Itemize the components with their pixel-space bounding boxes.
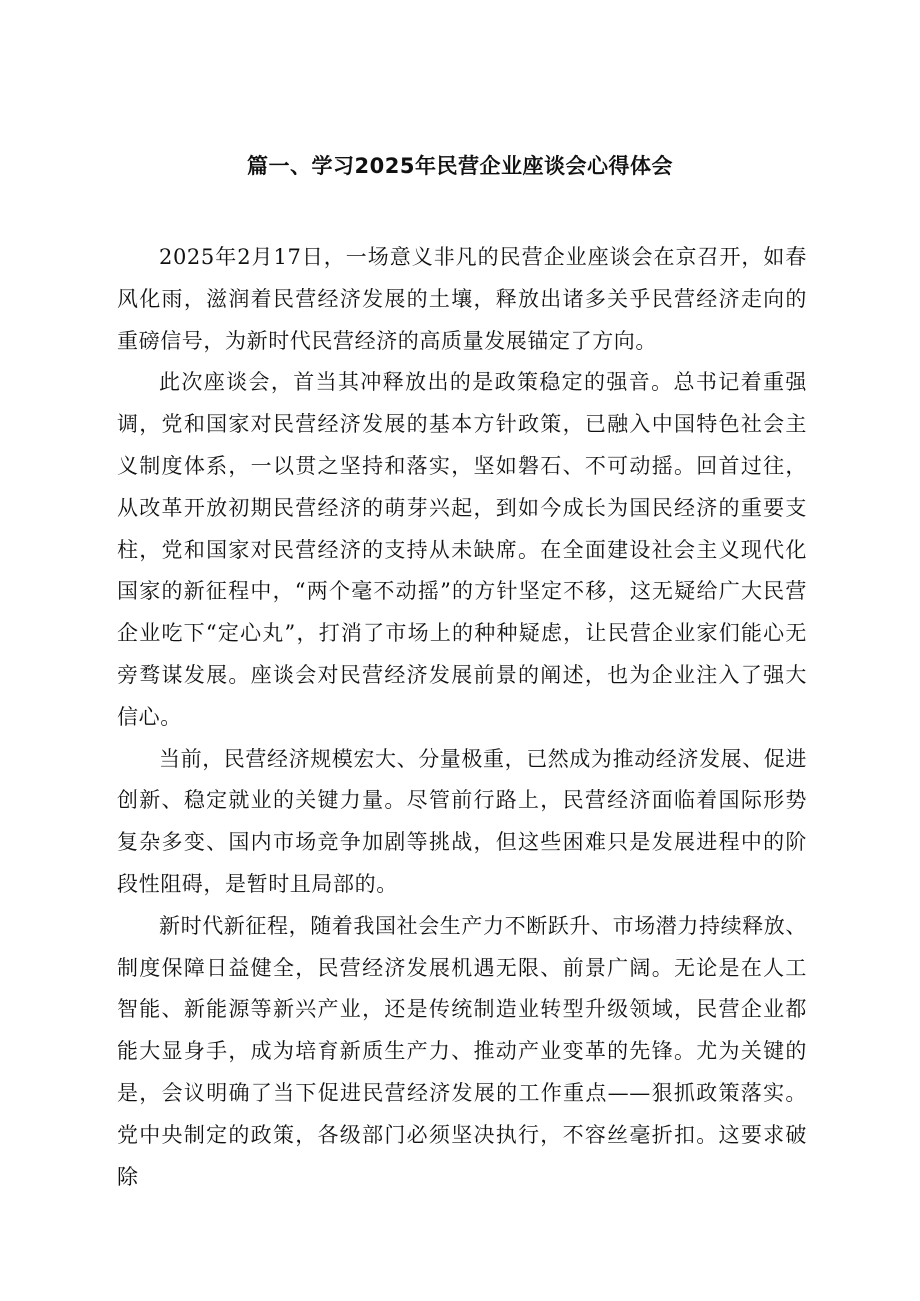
paragraph: 当前，民营经济规模宏大、分量极重，已然成为推动经济发展、促进创新、稳定就业的关键力量。尽管前行路上，民营经济面临着国际形势复杂多变、国内市场竞争加剧等挑战，但这些困难只是发展进程中的阶段性阻碍，是暂时且局部的。 (117, 746, 807, 896)
document-title: 篇一、学习2025年民营企业座谈会心得体会 (247, 154, 673, 178)
paragraph: 2025年2月17日，一场意义非凡的民营企业座谈会在京召开，如春风化雨，滋润着民营经济发展的土壤，释放出诸多关乎民营经济走向的重磅信号，为新时代民营经济的高质量发展锚定了方向。 (117, 245, 807, 353)
document-body (117, 237, 807, 1198)
paragraph: 此次座谈会，首当其冲释放出的是政策稳定的强音。总书记着重强调，党和国家对民营经济发展的基本方针政策，已融入中国特色社会主义制度体系，一以贯之坚持和落实，坚如磐石、不可动摇。回首过往，从改革开放初期民营经济的萌芽兴起，到如今成长为国民经济的重要支柱，党和国家对民营经济的支持从未缺席。在全面建设社会主义现代化国家的新征程中，“两个毫不动摇”的方针坚定不移，这无疑给广大民营企业吃下“定心丸”，打消了市场上的种种疑虑，让民营企业家们能心无旁骛谋发展。座谈会对民营经济发展前景的阐述，也为企业注入了强大信心。 (117, 370, 807, 729)
paragraph: 新时代新征程，随着我国社会生产力不断跃升、市场潜力持续释放、制度保障日益健全，民营经济发展机遇无限、前景广阔。无论是在人工智能、新能源等新兴产业，还是传统制造业转型升级领域，民营企业都能大显身手，成为培育新质生产力、推动产业变革的先锋。尤为关键的是，会议明确了当下促进民营经济发展的工作重点——狠抓政策落实。党中央制定的政策，各级部门必须坚决执行，不容丝毫折扣。这要求破除 (117, 913, 807, 1189)
